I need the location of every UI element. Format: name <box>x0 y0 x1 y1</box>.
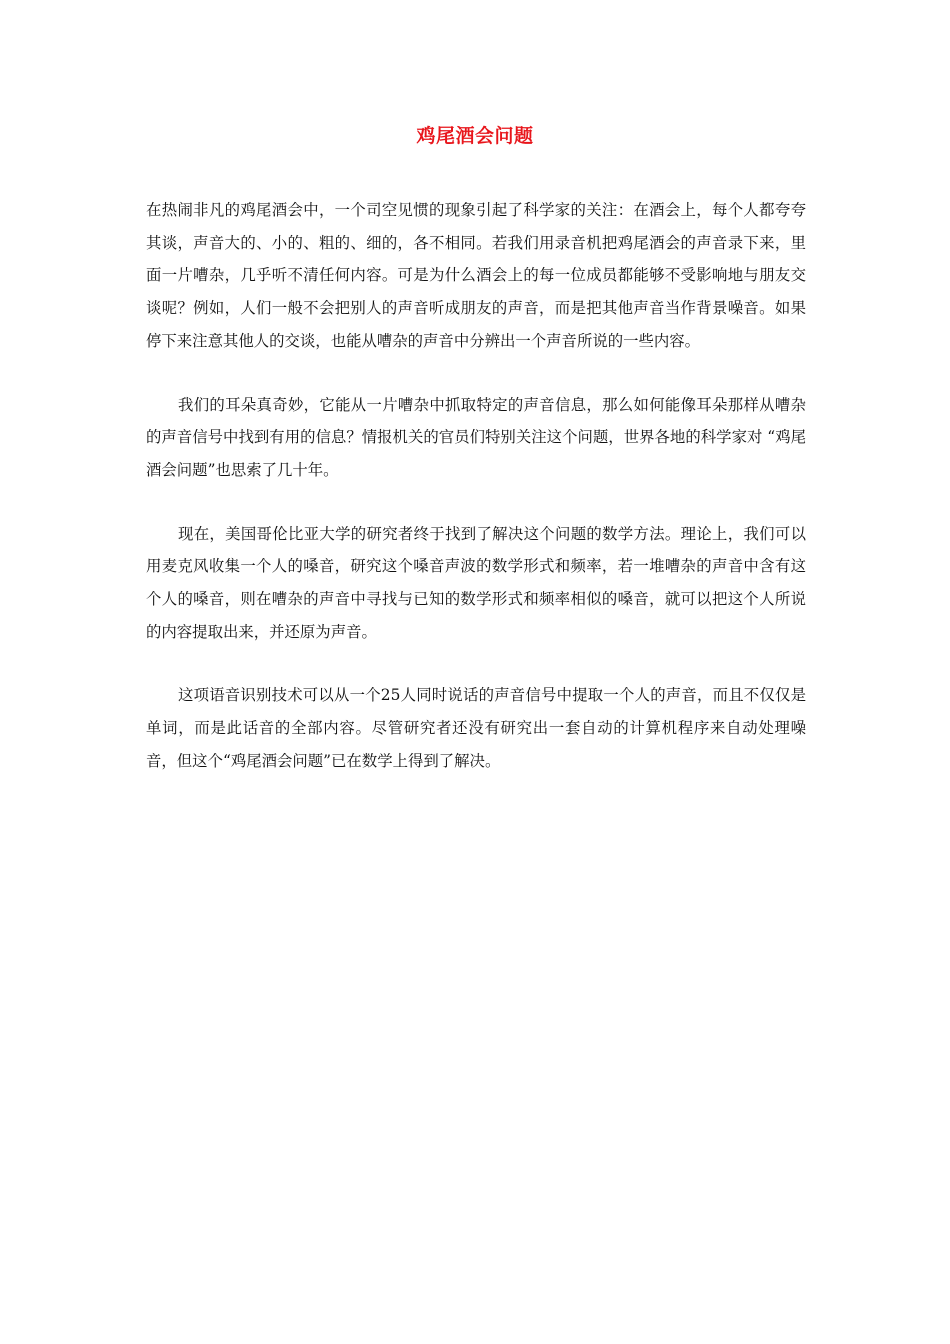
paragraph-research: 现在，美国哥伦比亚大学的研究者终于找到了解决这个问题的数学方法。理论上，我们可以用麦克风收集一个人的嗓音，研究这个嗓音声波的数学形式和频率，若一堆嘈杂的声音中含有这个人的嗓音，则在嘈杂的声音中寻找与已知的数学形式和频率相似的嗓音，就可以把这个人所说的内容提取出来，并还原为声音。 <box>146 524 806 641</box>
paragraph-intro: 在热闹非凡的鸡尾酒会中，一个司空见惯的现象引起了科学家的关注：在酒会上，每个人都夸夸其谈，声音大的、小的、粗的、细的，各不相同。若我们用录音机把鸡尾酒会的声音录下来，里面一片嘈杂，几乎听不清任何内容。可是为什么酒会上的每一位成员都能够不受影响地与朋友交谈呢？例如，人们一般不会把别人的声音听成朋友的声音，而是把其他声音当作背景噪音。如果停下来注意其他人的交谈，也能从嘈杂的声音中分辨出一个声音所说的一些内容。 <box>146 201 806 350</box>
document-body <box>146 194 806 809</box>
document-title: 鸡尾酒会问题 <box>416 125 534 147</box>
paragraph-ear: 我们的耳朵真奇妙，它能从一片嘈杂中抓取特定的声音信息，那么如何能像耳朵那样从嘈杂的声音信号中找到有用的信息？情报机关的官员们特别关注这个问题，世界各地的科学家对 “鸡尾酒会问题”也思索了几十年。 <box>146 395 806 479</box>
paragraph-technology: 这项语音识别技术可以从一个25人同时说话的声音信号中提取一个人的声音，而且不仅仅是单词，而是此话音的全部内容。尽管研究者还没有研究出一套自动的计算机程序来自动处理噪音，但这个“鸡尾酒会问题”已在数学上得到了解决。 <box>146 686 806 770</box>
